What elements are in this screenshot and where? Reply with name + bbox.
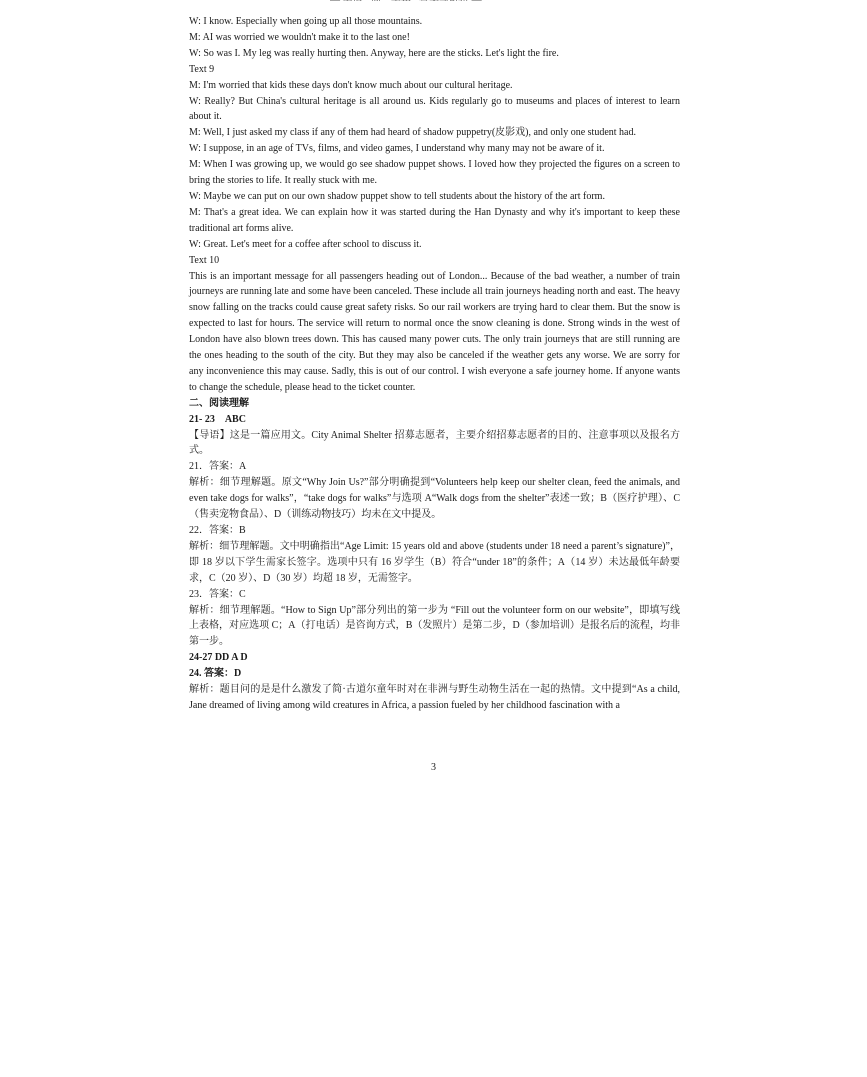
text-line: Text 10 bbox=[189, 254, 220, 266]
text-line: M: That's a great idea. We can explain how it was started during the Han Dynasty and why it's important to keep these traditional art forms alive. bbox=[189, 206, 680, 234]
text-line: 解析：题目问的是是什么激发了简·古道尔童年时对在非洲与野生动物生活在一起的热情。文中提到“As a child, Jane dreamed of living among wild creatures in Africa, a passion fueled by her childhood fascination with a bbox=[189, 684, 680, 711]
text-line: 22．答案：B bbox=[189, 525, 246, 536]
text-line: Text 9 bbox=[189, 63, 215, 75]
running-header bbox=[330, 0, 540, 1]
text-line: 解析：细节理解题。原文“Why Join Us?”部分明确提到“Volunteers help keep our shelter clean, feed the animals, and even take dogs for walks”，“take dogs for walks”与选项 A“Walk dogs from the shelter”表述一致；B（医疗护理）、C（售卖宠物食品）、D（训练动物技巧）均未在文中提及。 bbox=[189, 477, 680, 521]
page-number: 3 bbox=[431, 762, 436, 773]
text-line: W: Really? But China's cultural heritage is all around us. Kids regularly go to museums and places of interest to learn about it. bbox=[189, 95, 680, 123]
text-line: 【导语】这是一篇应用文。City Animal Shelter 招募志愿者，主要介绍招募志愿者的目的、注意事项以及报名方式。 bbox=[189, 429, 680, 457]
text-line: M: I'm worried that kids these days don't know much about our cultural heritage. bbox=[189, 79, 513, 91]
section-heading: 24. 答案：D bbox=[189, 668, 242, 680]
text-line: W: Maybe we can put on our own shadow puppet show to tell students about the history of the art form. bbox=[189, 190, 605, 202]
document-body bbox=[189, 14, 680, 714]
section-heading: 24-27 DD A D bbox=[189, 652, 248, 664]
text-line: W: I know. Especially when going up all those mountains. bbox=[189, 16, 423, 27]
text-line: M: AI was worried we wouldn't make it to the last one! bbox=[189, 31, 410, 43]
text-line: 解析：细节理解题。“How to Sign Up”部分列出的第一步为 “Fill out the volunteer form on our website”，即填写线上表格，对应选项 C；A（打电话）是咨询方式，B（发照片）是第二步，D（参加培训）是报名后的流程，均非第一步。 bbox=[189, 604, 680, 648]
text-line: 23．答案：C bbox=[189, 588, 246, 600]
text-line: M: Well, I just asked my class if any of them had heard of shadow puppetry(皮影戏), and only one student had. bbox=[189, 127, 636, 139]
text-line: 解析：细节理解题。文中明确指出“Age Limit: 15 years old and above (students under 18 need a parent’s signature)”，即 18 岁以下学生需家长签字。选项中只有 16 岁学生（B）符合“under 18”的条件；A（14 岁）未达最低年龄要求，C（20 岁）、D（30 岁）均超 18 岁，无需签字。 bbox=[189, 540, 680, 584]
text-line: W: I suppose, in an age of TVs, films, and video games, I understand why many may not be aware of it. bbox=[189, 143, 605, 155]
text-line: W: Great. Let's meet for a coffee after school to discuss it. bbox=[189, 238, 422, 250]
section-heading: 21- 23 ABC bbox=[189, 413, 246, 425]
text-line: M: When I was growing up, we would go see shadow puppet shows. I loved how they projected the figures on a screen to bring the stories to life. It really stuck with me. bbox=[189, 159, 680, 187]
section-heading: 二、阅读理解 bbox=[189, 397, 249, 409]
text-line: This is an important message for all passengers heading out of London... Because of the bad weather, a number of train journeys are running late and some have been canceled. These include all train journeys heading north and east. The heavy snow falling on the tracks could cause great safety risks. So our rail workers are trying hard to clear them. But the snow is expected to last for hours. The service will return to normal once the snow cleaning is done. Strong winds in the west of London have also blown trees down. This has caused many power cuts. The only train journeys that are still running are the ones heading to the south of the city. But they may also be canceled if the weather gets any worse. We are sorry for any inconvenience this may cause. Sadly, this is out of our control. I wish everyone a safe journey home. If anyone wants to change the schedule, please head to the ticket counter. bbox=[189, 270, 680, 393]
text-line: W: So was I. My leg was really hurting then. Anyway, here are the sticks. Let's light the fire. bbox=[189, 47, 559, 59]
text-line: 21．答案：A bbox=[189, 461, 247, 473]
